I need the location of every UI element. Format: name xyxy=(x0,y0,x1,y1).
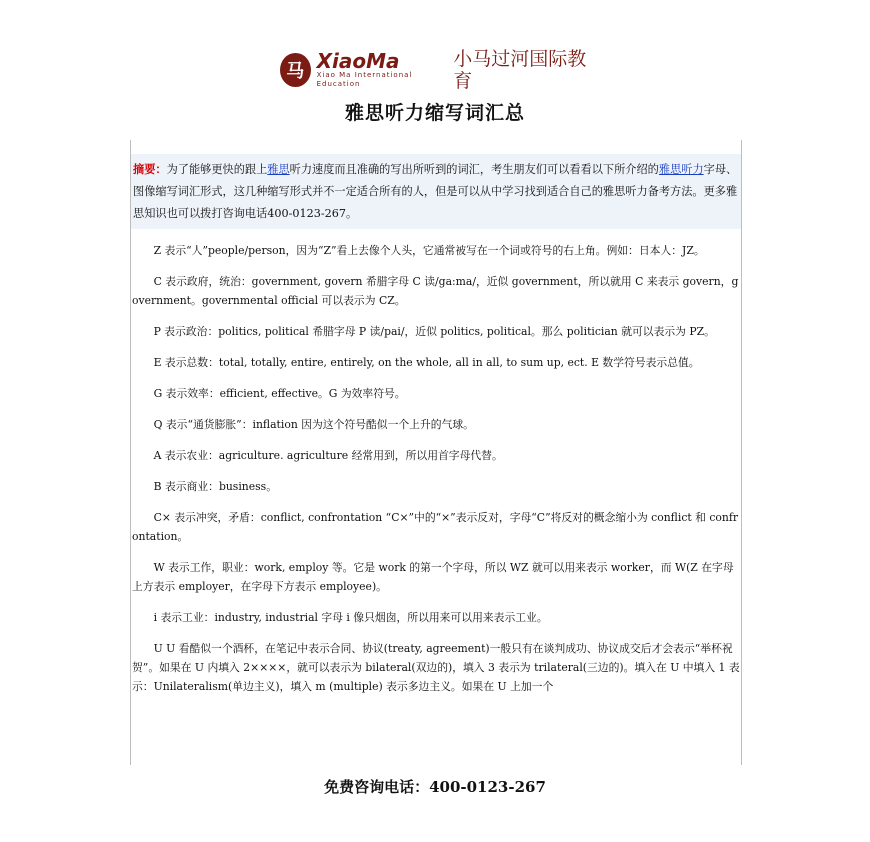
paragraph: B 表示商业：business。 xyxy=(153,480,278,493)
logo-chinese: 小马过河国际教育 xyxy=(453,48,587,92)
paragraph: U U 看酷似一个酒杯，在笔记中表示合同、协议(treaty, agreement)一般只有在谈判成功、协议成交后才会表示“举杯祝贺”。如果在 U 内填入 2××××，就可以表示为 bilateral(双边的)，填入 3 表示为 trilateral(三边的)。填入在 U 中填入 1 表示：Unilateralism(单边主义)，填入 m (multiple) 表示多边主义。如果在 U 上加一个 xyxy=(132,642,740,693)
paragraph: G 表示效率：efficient, effective。G 为效率符号。 xyxy=(153,387,406,400)
page-title: 雅思听力缩写词汇总 xyxy=(344,102,525,124)
summary-box xyxy=(131,154,741,229)
paragraph: i 表示工业：industry, industrial 字母 i 像只烟囱，所以用来可以用来表示工业。 xyxy=(153,611,548,624)
paragraph: Z 表示“人”people/person，因为“Z”看上去像个人头，它通常被写在一个词或符号的右上角。例如：日本人：JZ。 xyxy=(153,244,705,257)
logo-horse-icon: 马 xyxy=(280,53,311,87)
summary-text-3: 字母、图像缩写词汇形式，这几种缩写形式并不一定适合所有的人，但是可以从中学习找到适合自己的雅思听力备考方法。更多雅思知识也可以拨打咨询电话400-0123-267。 xyxy=(133,163,738,220)
paragraph: P 表示政治：politics, political 希腊字母 P 读/pai/，近似 politics, political。那么 politician 就可以表示为 PZ。 xyxy=(153,325,715,338)
article-body xyxy=(130,140,742,765)
summary-label: 摘要： xyxy=(133,162,167,176)
logo-wordmark xyxy=(317,51,446,89)
logo-english: XiaoMa xyxy=(316,49,400,73)
paragraph: Q 表示“通货膨胀”：inflation 因为这个符号酷似一个上升的气球。 xyxy=(153,418,474,431)
paragraph: C 表示政府，统治：government, govern 希腊字母 C 读/ga:ma/，近似 government，所以就用 C 来表示 govern，government。governmental official 可以表示为 CZ。 xyxy=(132,275,739,307)
brand-logo xyxy=(280,48,590,92)
paragraph: E 表示总数：total, totally, entire, entirely, on the whole, all in all, to sum up, ect. E 数学符号表示总值。 xyxy=(153,356,700,369)
summary-text-1: 为了能够更快的跟上 xyxy=(166,163,268,176)
summary-text-2: 听力速度而且准确的写出所听到的词汇，考生朋友们可以看看以下所介绍的 xyxy=(289,163,659,176)
link-ielts-listening[interactable]: 雅思听力 xyxy=(658,163,704,176)
logo-tagline: Xiao Ma International Education xyxy=(316,71,413,88)
paragraph: C× 表示冲突，矛盾：conflict, confrontation “C×”中的“×”表示反对，字母“C”将反对的概念缩小为 conflict 和 confrontation。 xyxy=(132,511,739,543)
paragraph: W 表示工作，职业：work, employ 等。它是 work 的第一个字母，所以 WZ 就可以用来表示 worker，而 W(Z 在字母上方表示 employer，在字母下方表示 employee)。 xyxy=(132,561,734,593)
link-ielts[interactable]: 雅思 xyxy=(267,163,290,176)
footer-phone: 免费咨询电话：400-0123-267 xyxy=(324,778,546,796)
paragraph: A 表示农业：agriculture. agriculture 经常用到，所以用首字母代替。 xyxy=(153,449,503,462)
